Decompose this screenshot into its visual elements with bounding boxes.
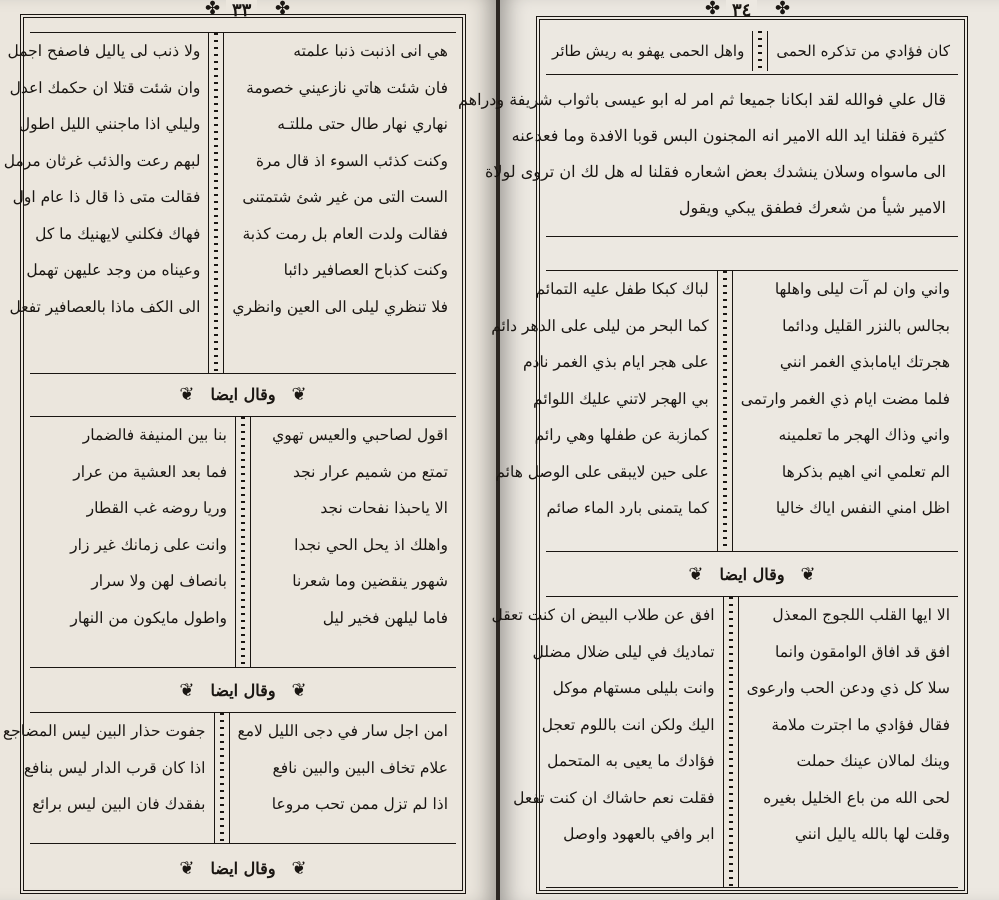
verse-column-left [0,713,214,843]
verse-line: واني وذاك الهجر ما تعلمينه [778,426,950,444]
section-heading: ❦ وقال ايضا ❦ [688,563,816,585]
verse-line: الم تعلمي اني اهيم بذكرها [781,462,950,481]
verse-line: وانت بليلى مستهام موكل [552,679,715,697]
page-frame [458,16,968,894]
verse-line: الا ايها القلب اللجوج المعذل [772,606,950,624]
verse-line: جفوت حذار البين ليس المضاجع [2,722,206,740]
verse-line: الست التى من غير شئ شتمتنى [242,188,448,206]
verse-line: بنا بين المنيفة فالضمار [82,426,227,444]
verse-line: ولا ذنب لى ياليل فاصفح اجمل [7,42,201,60]
verse-line: نهاري نهار طال حتى مللتـه [277,115,448,133]
verse-line: الى ماسواه وسلان ينشدك بعض اشعاره فقلنا له هل لك ان تروى لولاة [484,162,946,181]
verse-line: بفقدك فان البين ليس برائع [32,795,206,813]
flourish-icon: ❦ [179,383,195,405]
verse-column-right [739,597,958,887]
flourish-icon: ❦ [179,857,195,879]
verse-line: وليلي اذا ماجنني الليل اطول [18,115,201,133]
verse-line: اذا لم تزل ممن تحب مروعا [271,795,448,813]
verse-line: كثيرة فقلنا ايد الله الامير انه المجنون البس قوبا الافدة وما فعدعنه [511,126,946,145]
ornamental-divider [235,417,251,667]
verse-line: تماديك في ليلى ضلال مضلل [532,642,715,661]
verse-column-right [230,713,457,843]
verse-line: على هجر ايام بذي الغمر نادم [522,353,709,371]
verse-line: اذا كان قرب الدار ليس بنافع [23,758,206,777]
ornamental-divider [723,597,739,887]
verse-column-left [30,417,235,667]
ornamental-divider [214,713,230,843]
verse-line: اظل امني النفس اياك خاليا [775,499,950,517]
verse-line: كمازبة عن طفلها وهي رائم [534,426,709,444]
verse-line: وقلت لها بالله ياليل انني [794,825,950,843]
verse-line: هي انى اذنبت ذنبا علمته [293,42,448,60]
verse-line: علام تخاف البين والبين نافع [272,758,448,777]
verse-line: فقالت متى ذا قال ذا عام اول [12,188,201,206]
flourish-icon: ✤ [205,0,221,19]
verse-column-left: واهل الحمى يهفو به ريش طائر [552,42,745,60]
verse-line: وكنت كذباح العصافير دائبا [283,261,448,279]
ornamental-divider [752,31,768,71]
flourish-icon: ✤ [275,0,291,19]
flourish-icon: ❦ [291,857,307,879]
flourish-icon: ❦ [688,563,704,585]
verse-line: فما بعد العشية من عرار [73,462,227,481]
verse-column-right: كان فؤادي من تذكره الحمى [776,42,950,60]
verse-line: واني وان لم آت ليلى واهلها [774,280,950,298]
verse-line: وان شئت قتلا ان حكمك اعدل [9,78,201,97]
verse-line: فقالت ولدت العام بل رمت كذبة [242,224,448,243]
verse-line: فان شئت هاتي نازعيني خصومة [246,78,448,97]
page-frame [2,14,466,894]
verse-line: الا ياحبذا نفحات نجد [320,499,448,517]
verse-line: لحى الله من باع الخليل بغيره [763,788,950,807]
verse-line: وريا روضه غب القطار [86,499,227,517]
verse-line: بجالس بالنزر القليل ودائما [782,316,950,335]
ornamental-divider [208,33,224,373]
flourish-icon: ✤ [775,0,791,19]
verse-line: افق عن طلاب البيض ان كنت تعقل [491,606,715,624]
verse-line: سلا كل ذي ودعن الحب وارعوى [746,679,950,697]
section-heading: ❦ وقال ايضا ❦ [179,383,307,405]
verse-line: اقول لصاحبي والعيس تهوي [272,426,448,444]
verse-line: وعيناه من وجد عليهن تهمل [26,261,201,279]
prose-paragraph [458,78,958,237]
poem-block [2,712,456,844]
poem-block [491,270,958,552]
flourish-icon: ❦ [179,679,195,701]
flourish-icon: ❦ [291,679,307,701]
verse-line: على حين لايبقى على الوصل هائم [495,462,709,481]
verse-line: افق قد افاق الوامقون وانما [774,642,950,661]
verse-line: امن اجل سار في دجى الليل لامع [237,722,448,740]
verse-line: هجرتك ايامابذي الغمر انني [779,353,950,371]
header-verse [546,28,958,75]
verse-line: فقال فؤادي ما اجترت ملامة [771,715,950,734]
verse-line: بي الهجر لاتني عليك اللوائم [533,389,709,408]
verse-column-right [224,33,456,373]
verse-line: كما البحر من ليلى على الدهر دائم [491,316,709,335]
page-number: ٣٣ [226,0,257,21]
verse-line: قال علي فوالله لقد ابكانا جميعا ثم امر له ابو عيسى باثواب شريفة ودراهم [458,90,946,109]
flourish-icon: ❦ [291,383,307,405]
verse-line: فهاك فكلني لايهنيك ما كل [35,224,201,243]
verse-line: لباك كبكا طفل عليه التمائم [535,280,709,298]
verse-line: تمتع من شميم عرار نجد [293,462,448,481]
verse-line: فؤادك ما يعيى به المتحمل [547,752,715,770]
verse-column-right [733,271,958,551]
verse-line: وانت على زمانك غير زار [70,535,227,554]
poem-block [491,596,958,888]
verse-line: وينك لمالان عينك حملت [796,752,950,770]
verse-line: بانصاف لهن ولا سرار [91,572,227,590]
poem-block [3,32,456,374]
verse-line: لبهم رعت والذئب غرثان مرمل [3,151,201,170]
verse-line: فلما مضت ايام ذي الغمر وارتمى [740,389,950,408]
verse-line: فلا تنظري ليلى الى العين وانظري [232,297,448,316]
verse-line: الى الكف ماذا بالعصافير تفعل [9,297,201,316]
verse-column-left [483,597,722,887]
ornamental-divider [717,271,733,551]
page-number: ٣٤ [726,0,757,21]
left-page [0,0,496,900]
verse-column-left [0,33,208,373]
verse-line: واطول مايكون من النهار [70,608,227,627]
verse-line: وكنت كذئب السوء اذ قال مرة [255,151,448,170]
verse-line: فقلت نعم حاشاك ان كنت تفعل [513,788,715,807]
verse-line: شهور ينقضين وما شعرنا [292,572,448,590]
right-page [458,0,999,900]
flourish-icon: ❦ [800,563,816,585]
section-heading: ❦ وقال ايضا ❦ [179,679,307,701]
verse-line: واهلك اذ يحل الحي نجدا [294,535,448,554]
flourish-icon: ✤ [705,0,721,19]
verse-column-left [483,271,716,551]
verse-line: كما يتمنى بارد الماء صائم [546,499,709,517]
poem-block [30,416,456,668]
verse-line: فاما ليلهن فخير ليل [322,608,448,627]
verse-line: الامير شيأ من شعرك فطفق يبكي ويقول [678,198,946,217]
verse-line: ابر وافي بالعهود واوصل [563,825,715,843]
section-heading: ❦ وقال ايضا ❦ [179,857,307,879]
verse-line: اليك ولكن انت باللوم تعجل [541,715,715,734]
verse-column-right [251,417,456,667]
